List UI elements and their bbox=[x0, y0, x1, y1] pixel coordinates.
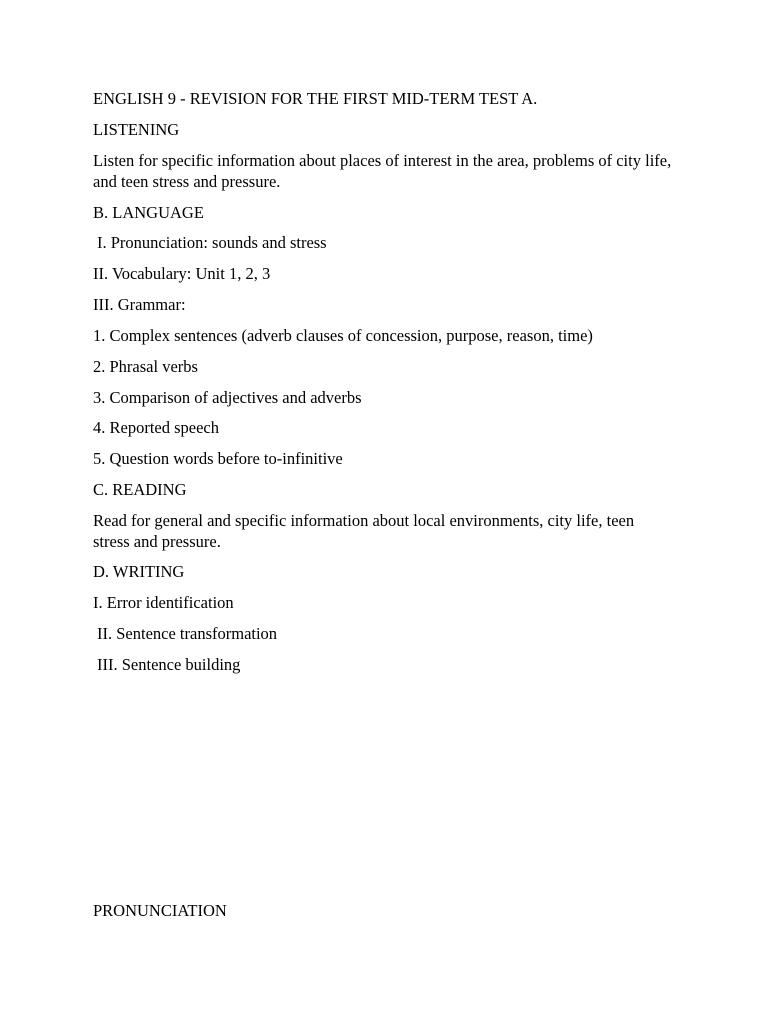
grammar-item-complex-sentences: 1. Complex sentences (adverb clauses of concession, purpose, reason, time) bbox=[93, 326, 593, 345]
grammar-item-question-words: 5. Question words before to-infinitive bbox=[93, 449, 343, 468]
language-item-pronunciation: I. Pronunciation: sounds and stress bbox=[97, 233, 327, 252]
writing-item-sentence-building: III. Sentence building bbox=[97, 655, 241, 674]
grammar-item-phrasal-verbs: 2. Phrasal verbs bbox=[93, 357, 198, 376]
grammar-item-reported-speech: 4. Reported speech bbox=[93, 418, 219, 437]
writing-heading: D. WRITING bbox=[93, 562, 185, 581]
grammar-item-comparison: 3. Comparison of adjectives and adverbs bbox=[93, 388, 362, 407]
listening-description: Listen for specific information about places of interest in the area, problems of city life, and teen stress and pressure. bbox=[93, 151, 672, 191]
document-title: ENGLISH 9 - REVISION FOR THE FIRST MID-TERM TEST A. bbox=[93, 89, 538, 108]
pronunciation-heading: PRONUNCIATION bbox=[93, 901, 227, 920]
reading-heading: C. READING bbox=[93, 480, 187, 499]
writing-item-sentence-transformation: II. Sentence transformation bbox=[97, 624, 278, 643]
listening-heading: LISTENING bbox=[93, 120, 180, 139]
language-item-grammar: III. Grammar: bbox=[93, 295, 186, 314]
language-item-vocabulary: II. Vocabulary: Unit 1, 2, 3 bbox=[93, 264, 271, 283]
reading-description: Read for general and specific information about local environments, city life, teen stress and pressure. bbox=[93, 511, 635, 551]
writing-item-error-identification: I. Error identification bbox=[93, 593, 234, 612]
language-heading: B. LANGUAGE bbox=[93, 203, 204, 222]
